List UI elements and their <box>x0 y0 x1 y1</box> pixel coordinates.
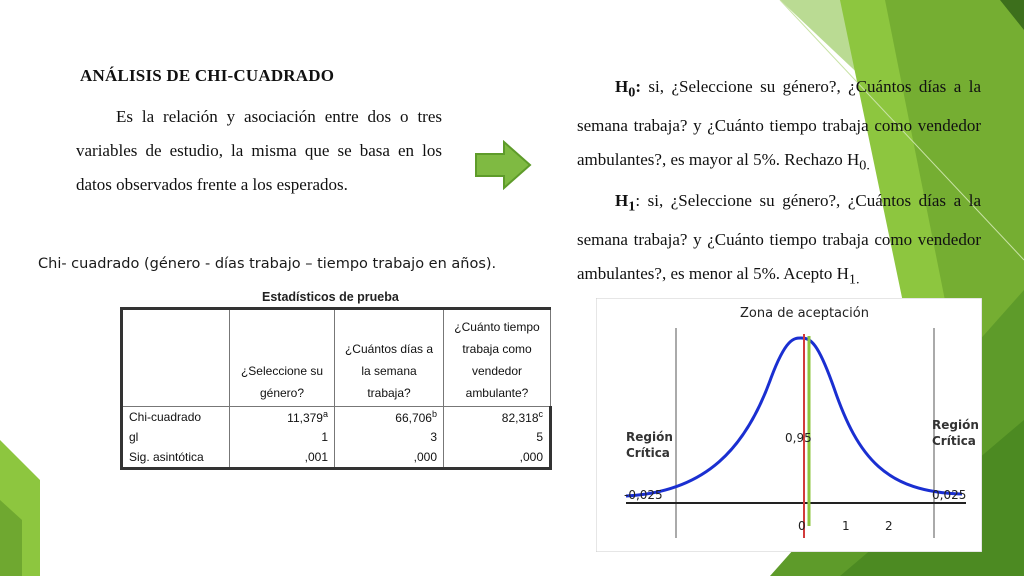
region-right-label: Región Crítica <box>932 418 979 448</box>
chart-title: Zona de aceptación <box>740 306 869 321</box>
center-label: 0,95 <box>785 431 812 445</box>
hypothesis-h0: $H_0$: si, ¿Seleccione su género?, ¿Cuántos días a la semana trabaja? y ¿Cuánto tiempo trabaja como vendedor ambulantes?, es mayor al 5%. Rechazo $H_{0.}$ <box>577 77 981 174</box>
acceptance-zone-chart <box>596 298 982 552</box>
right-arrow-icon <box>474 140 532 190</box>
x-tick-label: 0 <box>798 519 806 533</box>
header-tiempo: ¿Cuánto tiempo trabaja como vendedor ambulante? <box>444 309 551 407</box>
header-empty <box>122 309 230 407</box>
page-title: ANÁLISIS DE CHI-CUADRADO <box>80 66 335 85</box>
x-tick-label: 2 <box>885 519 893 533</box>
table-row: Sig. asintótica ,001 ,000 ,000 <box>122 447 551 469</box>
table-title: Estadísticos de prueba <box>262 290 399 304</box>
statistics-table <box>120 307 552 470</box>
x-tick-label: 1 <box>842 519 850 533</box>
table-header-row <box>122 309 551 407</box>
left-value-label: -0,025 <box>624 488 663 502</box>
header-dias: ¿Cuántos días a la semana trabaja? <box>335 309 444 407</box>
table-caption: Chi- cuadrado (género - días trabajo – tiempo trabajo en años). <box>38 256 497 272</box>
header-genero: ¿Seleccione su género? <box>230 309 335 407</box>
table-row: Chi-cuadrado 11,379$^a$ 66,706$^b$ 82,318$^c$ <box>122 407 551 428</box>
right-value-label: 0,025 <box>932 488 967 502</box>
table-row: gl 1 3 5 <box>122 427 551 447</box>
region-left-label: Región Crítica <box>626 430 673 460</box>
definition-paragraph: Es la relación y asociación entre dos o tres variables de estudio, la misma que se basa en los datos observados frente a los esperados. <box>76 107 442 194</box>
hypothesis-h1: $H_1$: si, ¿Seleccione su género?, ¿Cuántos días a la semana trabaja? y ¿Cuánto tiempo trabaja como vendedor ambulantes?, es menor al 5%. Acepto $H_{1.}$ <box>577 191 981 288</box>
